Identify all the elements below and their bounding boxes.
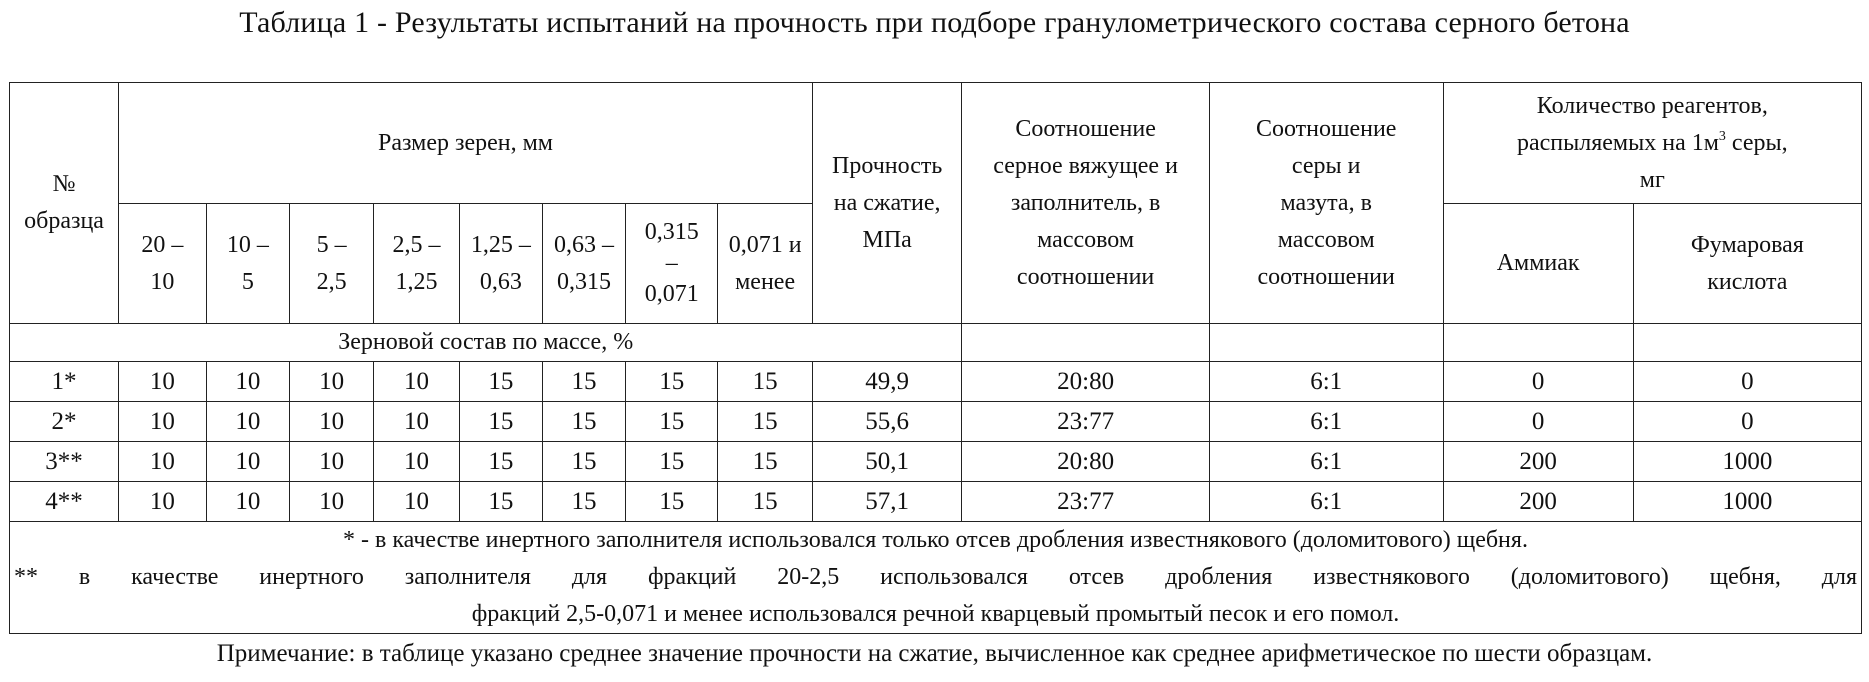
ammonia-header: Аммиак <box>1443 204 1633 324</box>
empty-cell <box>1209 324 1443 362</box>
sulfur-ratio-cell: 6:1 <box>1209 402 1443 442</box>
binder-ratio-cell: 20:80 <box>962 362 1209 402</box>
grain-composition-label: Зерновой состав по массе, % <box>10 324 962 362</box>
size-cell: 15 <box>542 482 625 522</box>
size-cell: 10 <box>374 442 459 482</box>
table-title: Таблица 1 - Результаты испытаний на прочность при подборе гранулометрического состава серного бетона <box>239 6 1630 39</box>
size-col-3: 5 – 2,5 <box>289 204 373 324</box>
size-cell: 10 <box>374 482 459 522</box>
size-cell: 15 <box>626 482 718 522</box>
reagents-header: Количество реагентов, распыляемых на $1м^3$ серы, мг <box>1443 83 1861 204</box>
binder-ratio-cell: 20:80 <box>962 442 1209 482</box>
size-cell: 10 <box>206 482 289 522</box>
ammonia-cell: 200 <box>1443 442 1633 482</box>
notes-row <box>10 522 1862 634</box>
size-cell: 15 <box>626 442 718 482</box>
sample-cell: 1* <box>10 362 119 402</box>
size-cell: 10 <box>289 442 373 482</box>
sample-cell: 2* <box>10 402 119 442</box>
size-cell: 15 <box>718 442 813 482</box>
results-table <box>9 82 1862 634</box>
size-cell: 15 <box>542 402 625 442</box>
table-row <box>10 362 1862 402</box>
size-cell: 15 <box>718 402 813 442</box>
size-cell: 10 <box>289 482 373 522</box>
binder-ratio-header: Соотношение серное вяжущее и заполнитель, в массовом соотношении <box>962 83 1209 324</box>
size-cell: 10 <box>374 362 459 402</box>
empty-cell <box>1443 324 1633 362</box>
size-cell: 15 <box>626 402 718 442</box>
size-col-5: 1,25 – 0,63 <box>459 204 542 324</box>
size-cell: 15 <box>459 362 542 402</box>
size-cell: 10 <box>289 402 373 442</box>
sulfur-ratio-cell: 6:1 <box>1209 482 1443 522</box>
size-cell: 10 <box>289 362 373 402</box>
size-cell: 15 <box>459 442 542 482</box>
size-cell: 15 <box>459 482 542 522</box>
strength-cell: 55,6 <box>812 402 962 442</box>
size-col-8: 0,071 и менее <box>718 204 813 324</box>
size-col-4: 2,5 – 1,25 <box>374 204 459 324</box>
strength-cell: 49,9 <box>812 362 962 402</box>
size-cell: 15 <box>626 362 718 402</box>
fumaric-cell: 0 <box>1633 402 1861 442</box>
fumaric-cell: 1000 <box>1633 482 1861 522</box>
size-cell: 10 <box>119 362 207 402</box>
ammonia-cell: 200 <box>1443 482 1633 522</box>
sulfur-ratio-cell: 6:1 <box>1209 442 1443 482</box>
ammonia-cell: 0 <box>1443 402 1633 442</box>
header-row-1 <box>10 83 1862 204</box>
size-cell: 15 <box>542 442 625 482</box>
fumaric-cell: 0 <box>1633 362 1861 402</box>
table-row <box>10 442 1862 482</box>
sample-no-header: № образца <box>10 83 119 324</box>
footer-note: Примечание: в таблице указано среднее значение прочности на сжатие, вычисленное как среднее арифметическое по шести образцам. <box>216 640 1653 667</box>
note-double-asterisk-line-1: ** в качестве инертного заполнителя для фракций 20-2,5 использовался отсев дробления известнякового (доломитового) щебня, для <box>14 564 1857 590</box>
sample-cell: 4** <box>10 482 119 522</box>
table-row <box>10 482 1862 522</box>
strength-header: Прочность на сжатие, МПа <box>812 83 962 324</box>
size-col-6: 0,63 – 0,315 <box>542 204 625 324</box>
note-double-asterisk-line-2: фракций 2,5-0,071 и менее использовался речной кварцевый промытый песок и его помол. <box>471 601 1400 627</box>
size-cell: 10 <box>119 482 207 522</box>
size-col-7: 0,315 – 0,071 <box>626 204 718 324</box>
fumaric-cell: 1000 <box>1633 442 1861 482</box>
notes-cell <box>10 522 1862 634</box>
grain-composition-row <box>10 324 1862 362</box>
size-cell: 15 <box>718 482 813 522</box>
size-cell: 10 <box>119 402 207 442</box>
size-cell: 10 <box>206 362 289 402</box>
note-single-asterisk: * - в качестве инертного заполнителя использовался только отсев дробления известнякового (доломитового) щебня. <box>343 527 1528 553</box>
binder-ratio-cell: 23:77 <box>962 482 1209 522</box>
sulfur-ratio-cell: 6:1 <box>1209 362 1443 402</box>
grain-size-header: Размер зерен, мм <box>119 83 813 204</box>
table-row <box>10 402 1862 442</box>
strength-cell: 50,1 <box>812 442 962 482</box>
size-cell: 10 <box>119 442 207 482</box>
size-cell: 10 <box>206 402 289 442</box>
sample-cell: 3** <box>10 442 119 482</box>
size-col-2: 10 – 5 <box>206 204 289 324</box>
size-cell: 10 <box>374 402 459 442</box>
fumaric-header: Фумаровая кислота <box>1633 204 1861 324</box>
ammonia-cell: 0 <box>1443 362 1633 402</box>
size-cell: 10 <box>206 442 289 482</box>
size-cell: 15 <box>542 362 625 402</box>
strength-cell: 57,1 <box>812 482 962 522</box>
size-cell: 15 <box>718 362 813 402</box>
size-col-1: 20 – 10 <box>119 204 207 324</box>
empty-cell <box>962 324 1209 362</box>
size-cell: 15 <box>459 402 542 442</box>
empty-cell <box>1633 324 1861 362</box>
binder-ratio-cell: 23:77 <box>962 402 1209 442</box>
sulfur-ratio-header: Соотношение серы и мазута, в массовом соотношении <box>1209 83 1443 324</box>
